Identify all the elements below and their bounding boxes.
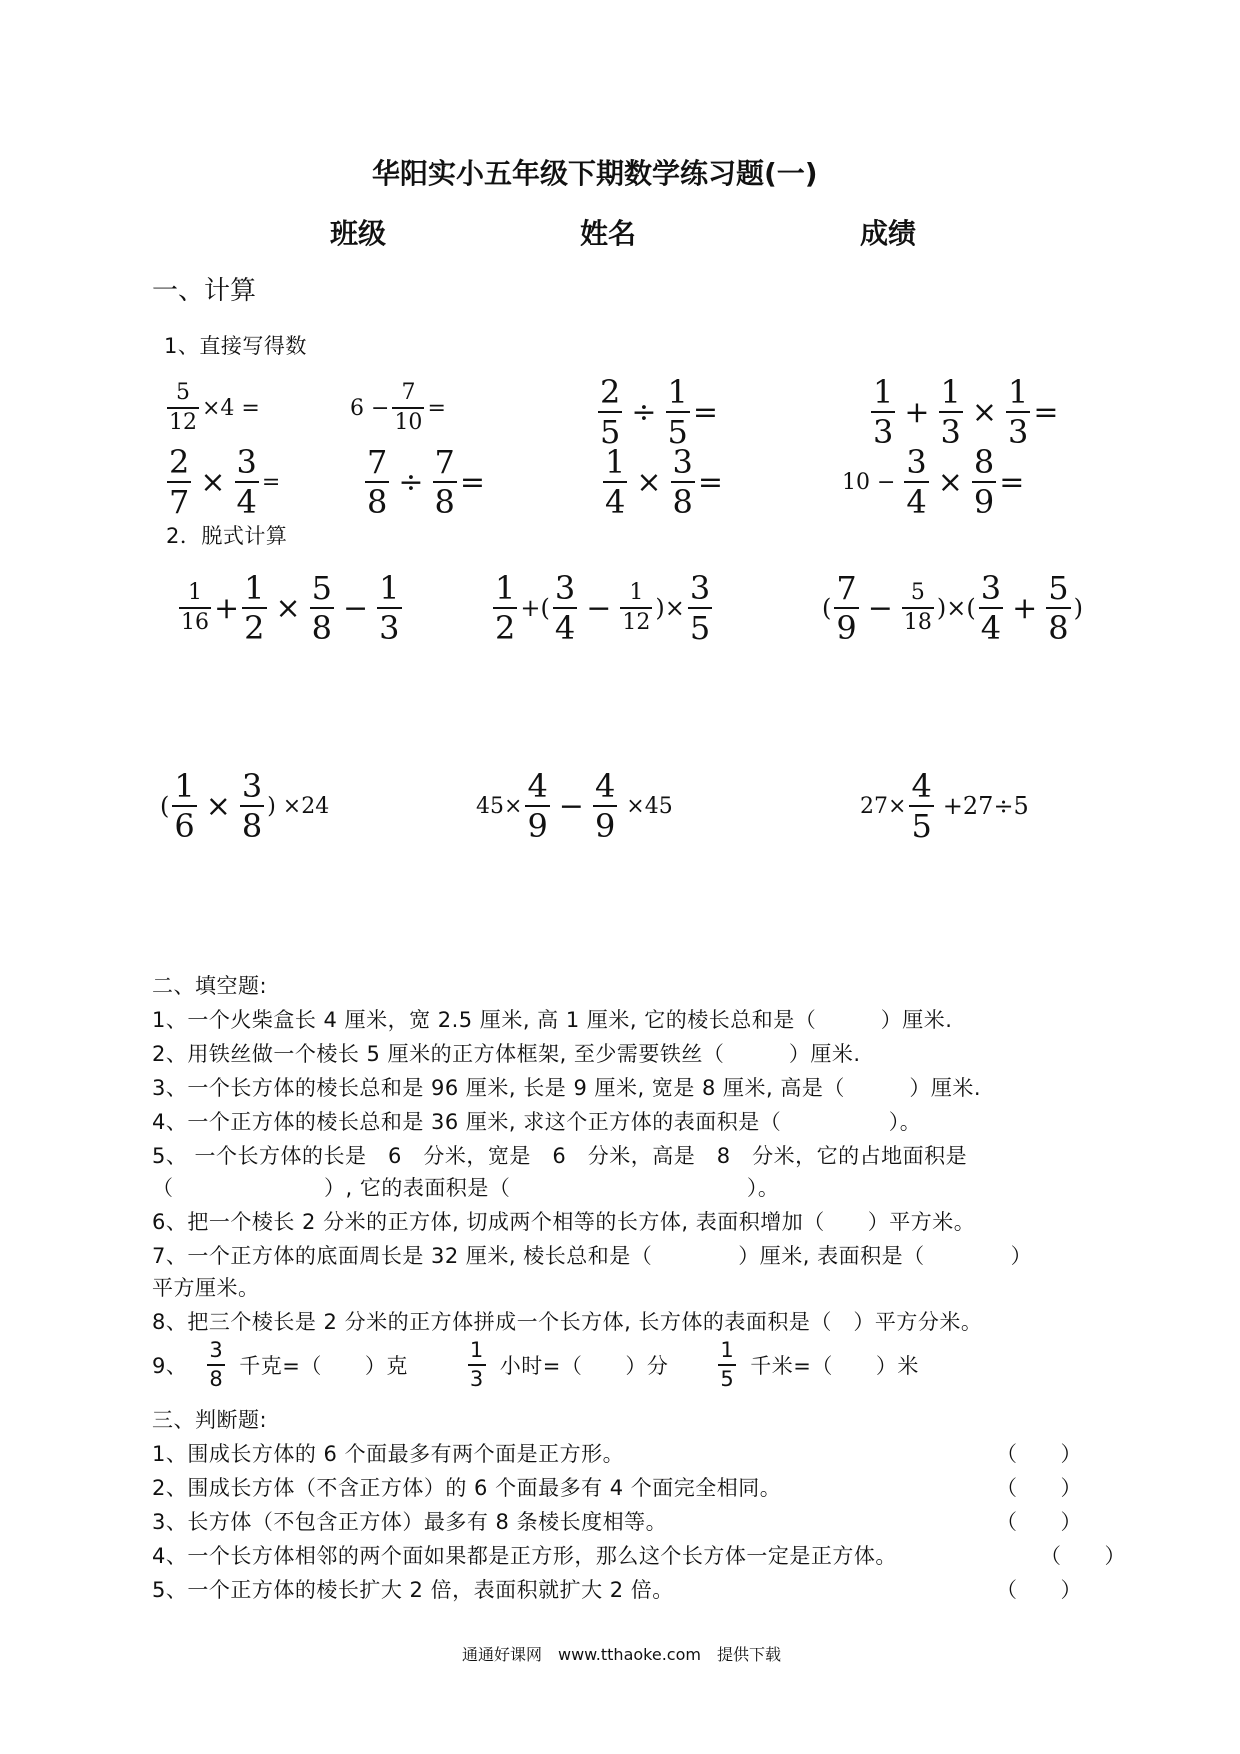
judge-item-4: 4、一个长方体相邻的两个面如果都是正方形，那么这个长方体一定是正方体。 <box>152 1544 897 1568</box>
fraction: $\frac{3}{8}$ <box>209 1338 224 1391</box>
fraction: $\frac{3}{8}$ <box>241 767 263 845</box>
fraction: $\frac{3}{4}$ <box>980 569 1002 647</box>
fill-item-5: 5、 一个长方体的长是 6 分米，宽是 6 分米，高是 8 分米，它的占地面积是 <box>152 1144 968 1168</box>
expr-r1-2: 6 − $\frac{7}{10}$ = <box>350 380 446 435</box>
fraction: $\frac{4}{9}$ <box>527 767 548 845</box>
fill-item-7: 7、一个正方体的底面周长是 32 厘米, 棱长总和是（ ）厘米, 表面积是（ ） <box>152 1244 1033 1268</box>
fraction: $\frac{4}{5}$ <box>911 767 932 845</box>
expr-r4-3: 27× $\frac{4}{5}$ +27÷5 <box>860 767 1029 845</box>
fill-item-6: 6、把一个棱长 2 分米的正方体, 切成两个相等的长方体, 表面积增加（ ）平方米。 <box>152 1210 976 1234</box>
fraction: $\frac{1}{2}$ <box>244 569 265 647</box>
expr-r3-1: $\frac{1}{16}$ + $\frac{1}{2}$ × $\frac{5}{8}$ − $\frac{1}{3}$ <box>181 569 400 647</box>
fraction: $\frac{3}{4}$ <box>906 443 927 521</box>
fill-item-7-cont: 平方厘米。 <box>152 1276 260 1300</box>
section-judge-title: 三、判断题: <box>152 1408 268 1432</box>
fraction: $\frac{7}{8}$ <box>434 443 455 521</box>
fraction: $\frac{7}{10}$ <box>394 380 423 435</box>
fraction: $\frac{5}{18}$ <box>903 580 932 635</box>
name-label: 姓名 <box>580 217 637 250</box>
fraction: $\frac{2}{7}$ <box>169 443 190 521</box>
fraction: $\frac{3}{4}$ <box>236 443 257 521</box>
score-label: 成绩 <box>860 217 917 250</box>
judge-mark-1: （ ） <box>996 1442 1082 1466</box>
fraction: $\frac{1}{3}$ <box>873 373 894 451</box>
subsection-direct-title: 1、直接写得数 <box>164 334 307 358</box>
expr-r1-3: $\frac{2}{5}$ ÷ $\frac{1}{5}$ = <box>600 373 718 451</box>
fraction: $\frac{1}{3}$ <box>469 1338 484 1391</box>
judge-item-1: 1、围成长方体的 6 个面最多有两个面是正方形。 <box>152 1442 625 1466</box>
fraction: $\frac{1}{12}$ <box>622 580 651 635</box>
class-label: 班级 <box>330 217 387 250</box>
expr-r4-1: ( $\frac{1}{6}$ × $\frac{3}{8}$ ) ×24 <box>160 767 330 845</box>
section-calc-title: 一、计算 <box>152 276 257 306</box>
expr-r2-4: 10 − $\frac{3}{4}$ × $\frac{8}{9}$ = <box>842 443 1025 521</box>
judge-mark-4: （ ） <box>1040 1544 1126 1568</box>
fill-item-9: 9、 $\frac{3}{8}$ 千克=（ ）克 $\frac{1}{3}$ 小时=（ ）分 $\frac{1}{5}$ 千米=（ ）米 <box>152 1338 919 1391</box>
fraction: $\frac{4}{9}$ <box>594 767 616 845</box>
fraction: $\frac{1}{6}$ <box>174 767 195 845</box>
page-title: 华阳实小五年级下期数学练习题(一) <box>372 157 818 190</box>
fill-item-1: 1、一个火柴盒长 4 厘米，宽 2.5 厘米, 高 1 厘米, 它的棱长总和是（ ）厘米. <box>152 1008 953 1032</box>
fraction: $\frac{5}{8}$ <box>1048 569 1069 647</box>
fraction: $\frac{3}{4}$ <box>554 569 576 647</box>
judge-item-5: 5、一个正方体的棱长扩大 2 倍，表面积就扩大 2 倍。 <box>152 1578 674 1602</box>
fill-item-2: 2、用铁丝做一个棱长 5 厘米的正方体框架, 至少需要铁丝（ ）厘米. <box>152 1042 861 1066</box>
fraction: $\frac{1}{5}$ <box>720 1338 735 1391</box>
expr-r3-2: $\frac{1}{2}$ +( $\frac{3}{4}$ − $\frac{1}{12}$ )× $\frac{3}{5}$ <box>495 569 711 647</box>
fraction: $\frac{3}{5}$ <box>689 569 711 647</box>
subsection-stepwise-title: 2．脱式计算 <box>166 524 288 548</box>
expr-r2-2: $\frac{7}{8}$ ÷ $\frac{7}{8}$ = <box>367 443 485 521</box>
fraction: $\frac{1}{3}$ <box>940 373 961 451</box>
fill-item-3: 3、一个长方体的棱长总和是 96 厘米, 长是 9 厘米, 宽是 8 厘米, 高是（ ）厘米. <box>152 1076 982 1100</box>
expr-r3-3: ( $\frac{7}{9}$ − $\frac{5}{18}$ )×( $\frac{3}{4}$ + $\frac{5}{8}$ ) <box>822 569 1083 647</box>
footer-source: 通通好课网 www.tthaoke.com 提供下载 <box>462 1645 781 1664</box>
fraction: $\frac{1}{3}$ <box>1008 373 1029 451</box>
fraction: $\frac{5}{8}$ <box>311 569 332 647</box>
fraction: $\frac{8}{9}$ <box>973 443 995 521</box>
fraction: $\frac{7}{8}$ <box>367 443 388 521</box>
fill-item-4: 4、一个正方体的棱长总和是 36 厘米, 求这个正方体的表面积是（ ）。 <box>152 1110 922 1134</box>
expr-r1-1: $\frac{5}{12}$ ×4 = <box>169 380 260 435</box>
fraction: $\frac{1}{4}$ <box>605 443 626 521</box>
expr-r2-1: $\frac{2}{7}$ × $\frac{3}{4}$ = <box>169 443 281 521</box>
fraction: $\frac{2}{5}$ <box>600 373 621 451</box>
judge-item-2: 2、围成长方体（不含正方体）的 6 个面最多有 4 个面完全相同。 <box>152 1476 782 1500</box>
fraction: $\frac{5}{12}$ <box>169 380 197 435</box>
section-fill-title: 二、填空题: <box>152 974 268 998</box>
expr-r1-4: $\frac{1}{3}$ + $\frac{1}{3}$ × $\frac{1}{3}$ = <box>873 373 1059 451</box>
expr-r4-2: 45× $\frac{4}{9}$ − $\frac{4}{9}$ ×45 <box>476 767 673 845</box>
fraction: $\frac{3}{8}$ <box>672 443 693 521</box>
expr-r2-3: $\frac{1}{4}$ × $\frac{3}{8}$ = <box>605 443 723 521</box>
judge-mark-2: （ ） <box>996 1476 1082 1500</box>
fraction: $\frac{1}{2}$ <box>495 569 516 647</box>
fraction: $\frac{7}{9}$ <box>836 569 857 647</box>
fraction: $\frac{1}{16}$ <box>181 580 209 635</box>
fraction: $\frac{1}{5}$ <box>667 373 688 451</box>
judge-mark-5: （ ） <box>996 1578 1082 1602</box>
fraction: $\frac{1}{3}$ <box>379 569 400 647</box>
judge-mark-3: （ ） <box>996 1510 1082 1534</box>
fill-item-8: 8、把三个棱长是 2 分米的正方体拼成一个长方体, 长方体的表面积是（ ）平方分米。 <box>152 1310 983 1334</box>
fill-item-5-cont: （ ）, 它的表面积是（ ）。 <box>152 1176 780 1200</box>
judge-item-3: 3、长方体（不包含正方体）最多有 8 条棱长度相等。 <box>152 1510 668 1534</box>
